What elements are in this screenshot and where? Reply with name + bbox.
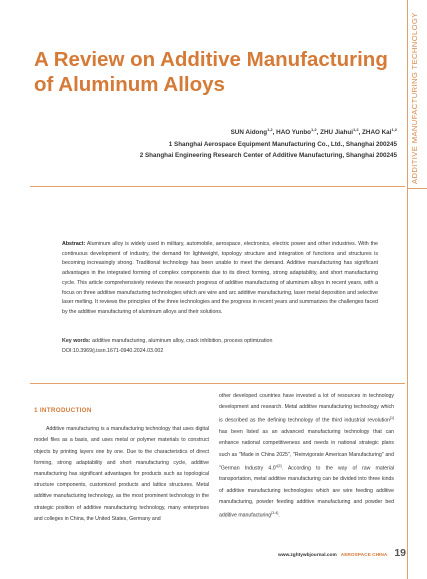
doi: DOI:10.3969/j.issn.1671-0940.2024.03.002 [62,348,164,354]
keywords-label: Key words: [62,338,91,344]
author-names: SUN Aidong$^{1,2}$, HAO Yunbo$^{1,2}$, ZHU Jiahui$^{1,2}$, ZHAO Kai$^{1,2}$ [230,127,397,136]
side-band [407,0,427,579]
abstract [62,240,378,318]
journal-name: AEROSPACE CHINA [340,553,388,558]
affiliation-2: 2 Shanghai Engineering Research Center of Additive Manufacturing, Shanghai 200245 [139,152,397,159]
keywords-text: additive manufacturing, aluminum alloy, crack inhibition, process optimization [92,338,273,344]
citation-2: [2] [277,463,282,468]
keywords [62,337,378,347]
intro-paragraph-1-cont: other developed countries have invested a lot of resources in technology development and research. Metal additive manufacturing technology which is described as the defining technology of the third industrial revolution[1] has been listed as an advanced manufacturing technology that can enhance national competitiveness and needs in national strategic plans such as "Made in China 2025", "Reinvigorate American Manufacturing" and "German Industry 4.0"[2]. According to the way of raw material transportation, metal additive manufacturing can be divided into three kinds of additive manufacturing technologies which are wire feeding additive manufacturing, powder feeding additive manufacturing and powder bed additive manufacturing[3-4]. [219,393,394,519]
section-heading: 1 INTRODUCTION [34,407,92,414]
header-divider [30,186,405,187]
column-right [219,391,394,522]
author-3: ZHU Jiahui$^{1,2}$ [320,127,359,136]
citation-1: [1] [390,416,394,421]
journal-url[interactable]: www.zghtywbjournal.com [278,553,337,558]
abstract-label: Abstract: [62,241,86,247]
side-section-label: ADDITIVE MANUFACTURING TECHNOLOGY [410,12,419,184]
author-block [37,124,397,162]
citation-3: [3-4] [271,511,279,516]
abstract-text: Aluminum alloy is widely used in military, automobile, aerospace, electronics, electric power and other industries. With the continuous development of industry, the demand for lightweight, topology structure and integration of functions and structures is becoming increasingly strong. Traditional technology has been unable to meet the demand. Additive manufacturing has significant advantages in the integrated forming of complex components due to its direct forming, strong adaptability, and short manufacturing cycle. This article comprehensively reviews the research progress of additive manufacturing of aluminum alloys in recent years, with a focus on three additive manufacturing technologies which are wire and arc additive manufacturing, laser metal deposition and selective laser melting. It reviews the principles of the three technologies and the progress in recent years and summarizes the challenges faced by the additive manufacturing of aluminum alloys and their solutions. [62,241,378,315]
article-title: A Review on Additive Manufacturing of Aluminum Alloys [34,48,388,96]
page-number: 19 [394,547,406,559]
author-4: ZHAO Kai$^{1,2}$ [362,127,397,136]
section-divider [30,383,405,384]
affiliation-1: 1 Shanghai Aerospace Equipment Manufacturing Co., Ltd., Shanghai 200245 [168,140,397,148]
intro-paragraph-1: Additive manufacturing is a manufacturing technology that uses digital model files as a basis, and uses metal or polymer materials to construct objects by printing layers one by one. Due to the characteristics of direct forming, strong adaptability and short manufacturing cycle, additive manufacturing has significant advantages for products such as topological structure components, customized products and lattice structures. Metal additive manufacturing technology, as the most prominent technology in the strategic position of additive manufacturing technology, many enterprises and colleges in China, the United States, Germany and [34,426,209,522]
author-1: SUN Aidong$^{1,2}$ [230,127,273,136]
column-left [34,405,209,525]
page-footer [278,547,406,559]
author-2: HAO Yunbo$^{1,2}$ [276,127,317,136]
